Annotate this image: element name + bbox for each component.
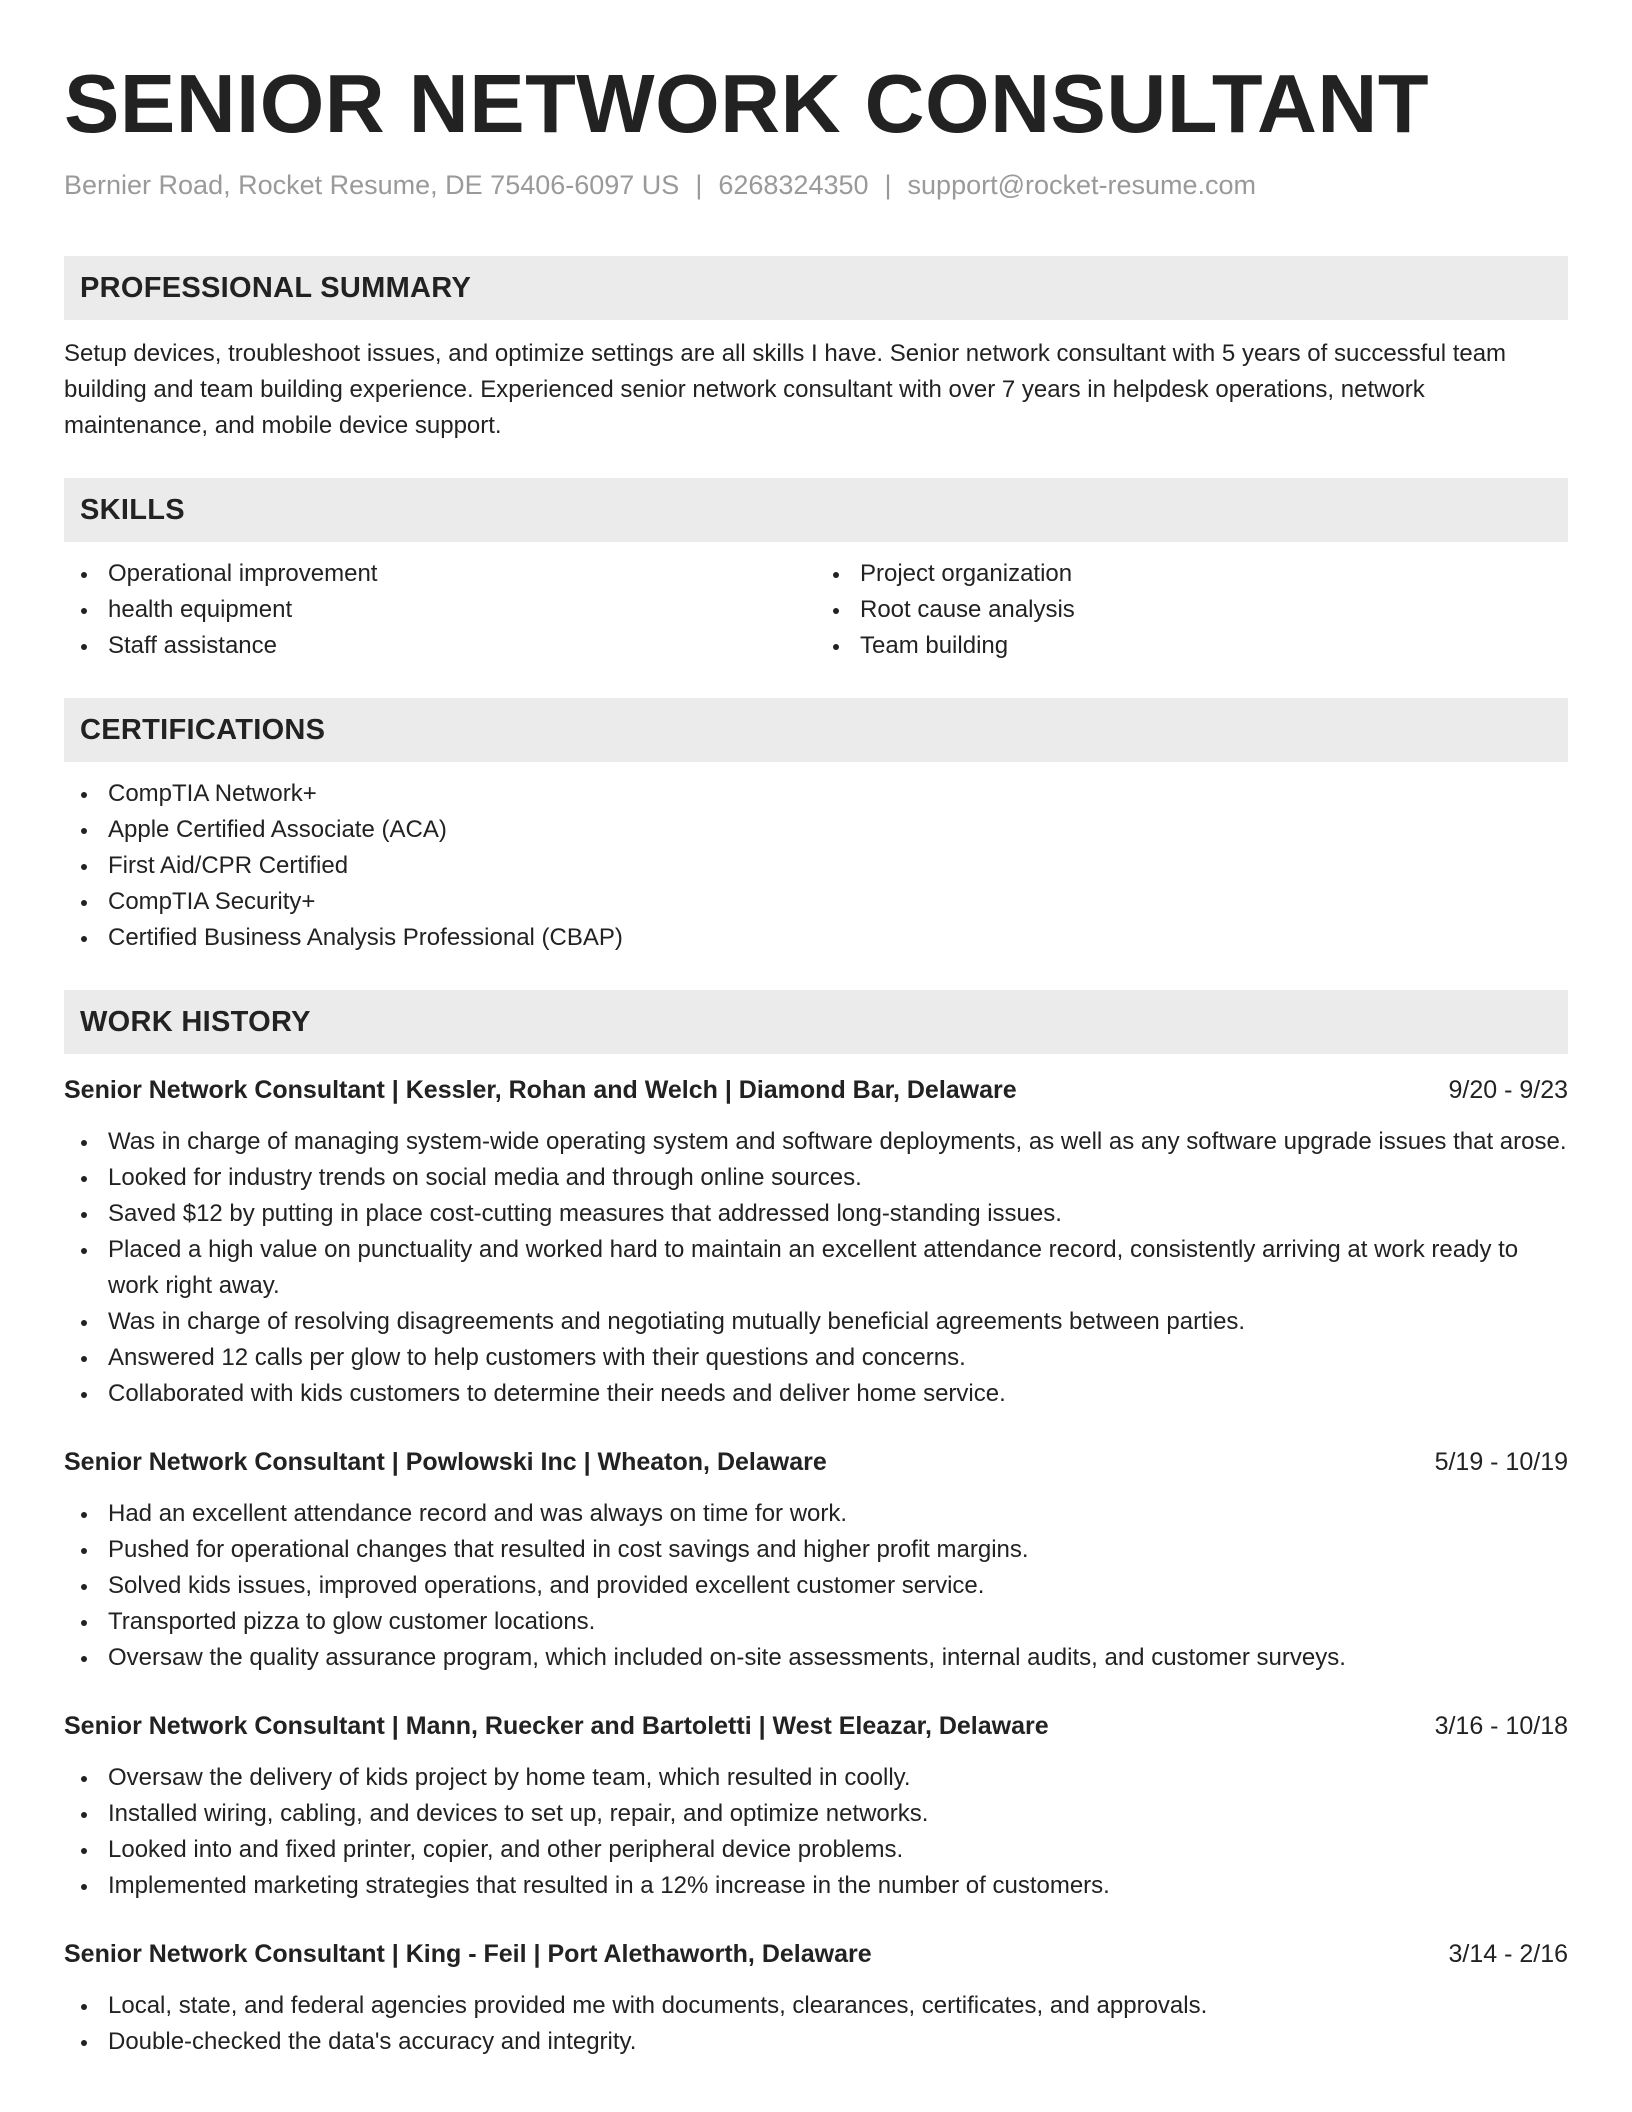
job-duty: Oversaw the quality assurance program, which included on-site assessments, internal audits, and customer surveys. xyxy=(64,1640,1568,1676)
summary-text: Setup devices, troubleshoot issues, and optimize settings are all skills I have. Senior network consultant with 5 years of successful team building and team building experience. Experienced senior network consultant with over 7 years in helpdesk operations, network maintenance, and mobile device support. xyxy=(64,340,1507,439)
job-header xyxy=(64,1936,1568,1972)
skill-item: Team building xyxy=(816,628,1568,664)
job-duty: Saved $12 by putting in place cost-cutting measures that addressed long-standing issues. xyxy=(64,1196,1568,1232)
contact-address: Bernier Road, Rocket Resume, DE 75406-6097 US xyxy=(64,170,680,200)
job-dates: 9/20 - 9/23 xyxy=(1448,1076,1568,1104)
job-duty: Was in charge of resolving disagreements and negotiating mutually beneficial agreements between parties. xyxy=(64,1304,1568,1340)
job-entry xyxy=(64,1936,1568,2060)
certification-item: Apple Certified Associate (ACA) xyxy=(64,812,1568,848)
job-entry xyxy=(64,1444,1568,1676)
job-duty: Installed wiring, cabling, and devices to set up, repair, and optimize networks. xyxy=(64,1796,1568,1832)
job-dates: 3/16 - 10/18 xyxy=(1434,1712,1568,1740)
contact-email[interactable]: support@rocket-resume.com xyxy=(907,170,1257,200)
job-entry xyxy=(64,1072,1568,1412)
job-dates: 5/19 - 10/19 xyxy=(1434,1448,1568,1476)
job-title: Senior Network Consultant | Mann, Ruecker and Bartoletti | West Eleazar, Delaware xyxy=(64,1712,1049,1740)
candidate-name: SENIOR NETWORK CONSULTANT xyxy=(64,57,1430,150)
job-duty: Was in charge of managing system-wide operating system and software deployments, as well as any software upgrade issues that arose. xyxy=(64,1124,1568,1160)
contact-separator: | xyxy=(695,170,703,200)
job-header xyxy=(64,1708,1568,1744)
certification-item: CompTIA Security+ xyxy=(64,884,1568,920)
job-duty: Had an excellent attendance record and was always on time for work. xyxy=(64,1496,1568,1532)
job-duty: Looked for industry trends on social media and through online sources. xyxy=(64,1160,1568,1196)
job-duty: Looked into and fixed printer, copier, and other peripheral device problems. xyxy=(64,1832,1568,1868)
job-duty: Pushed for operational changes that resulted in cost savings and higher profit margins. xyxy=(64,1532,1568,1568)
job-entry xyxy=(64,1708,1568,1904)
skill-item: health equipment xyxy=(64,592,816,628)
job-title: Senior Network Consultant | King - Feil | Port Alethaworth, Delaware xyxy=(64,1940,872,1968)
certification-item: First Aid/CPR Certified xyxy=(64,848,1568,884)
job-duty: Placed a high value on punctuality and worked hard to maintain an excellent attendance record, consistently arriving at work ready to work right away. xyxy=(64,1232,1568,1304)
skills-column-left xyxy=(64,556,816,664)
job-duty: Answered 12 calls per glow to help customers with their questions and concerns. xyxy=(64,1340,1568,1376)
job-header xyxy=(64,1072,1568,1108)
job-duties xyxy=(64,1988,1568,2060)
skills-column-right xyxy=(816,556,1568,664)
job-duty: Oversaw the delivery of kids project by home team, which resulted in coolly. xyxy=(64,1760,1568,1796)
skill-item: Project organization xyxy=(816,556,1568,592)
skill-item: Staff assistance xyxy=(64,628,816,664)
work-history-heading: WORK HISTORY xyxy=(64,990,1568,1054)
job-duty: Double-checked the data's accuracy and integrity. xyxy=(64,2024,1568,2060)
certifications-list xyxy=(64,776,1568,956)
job-duty: Transported pizza to glow customer locations. xyxy=(64,1604,1568,1640)
job-duty: Local, state, and federal agencies provided me with documents, clearances, certificates, and approvals. xyxy=(64,1988,1568,2024)
job-title: Senior Network Consultant | Kessler, Rohan and Welch | Diamond Bar, Delaware xyxy=(64,1076,1017,1104)
skills-heading: SKILLS xyxy=(64,478,1568,542)
job-duties xyxy=(64,1760,1568,1904)
job-duty: Implemented marketing strategies that resulted in a 12% increase in the number of customers. xyxy=(64,1868,1568,1904)
job-duty: Collaborated with kids customers to determine their needs and deliver home service. xyxy=(64,1376,1568,1412)
job-dates: 3/14 - 2/16 xyxy=(1448,1940,1568,1968)
job-duties xyxy=(64,1124,1568,1412)
job-header xyxy=(64,1444,1568,1480)
job-duty: Solved kids issues, improved operations, and provided excellent customer service. xyxy=(64,1568,1568,1604)
summary-heading: PROFESSIONAL SUMMARY xyxy=(64,256,1568,320)
job-title: Senior Network Consultant | Powlowski Inc | Wheaton, Delaware xyxy=(64,1448,827,1476)
skill-item: Root cause analysis xyxy=(816,592,1568,628)
certifications-heading: CERTIFICATIONS xyxy=(64,698,1568,762)
contact-line xyxy=(64,167,1568,203)
skill-item: Operational improvement xyxy=(64,556,816,592)
certification-item: Certified Business Analysis Professional (CBAP) xyxy=(64,920,1568,956)
contact-phone: 6268324350 xyxy=(718,170,869,200)
skills-grid xyxy=(64,556,1568,664)
certification-item: CompTIA Network+ xyxy=(64,776,1568,812)
contact-separator: | xyxy=(884,170,892,200)
job-duties xyxy=(64,1496,1568,1676)
